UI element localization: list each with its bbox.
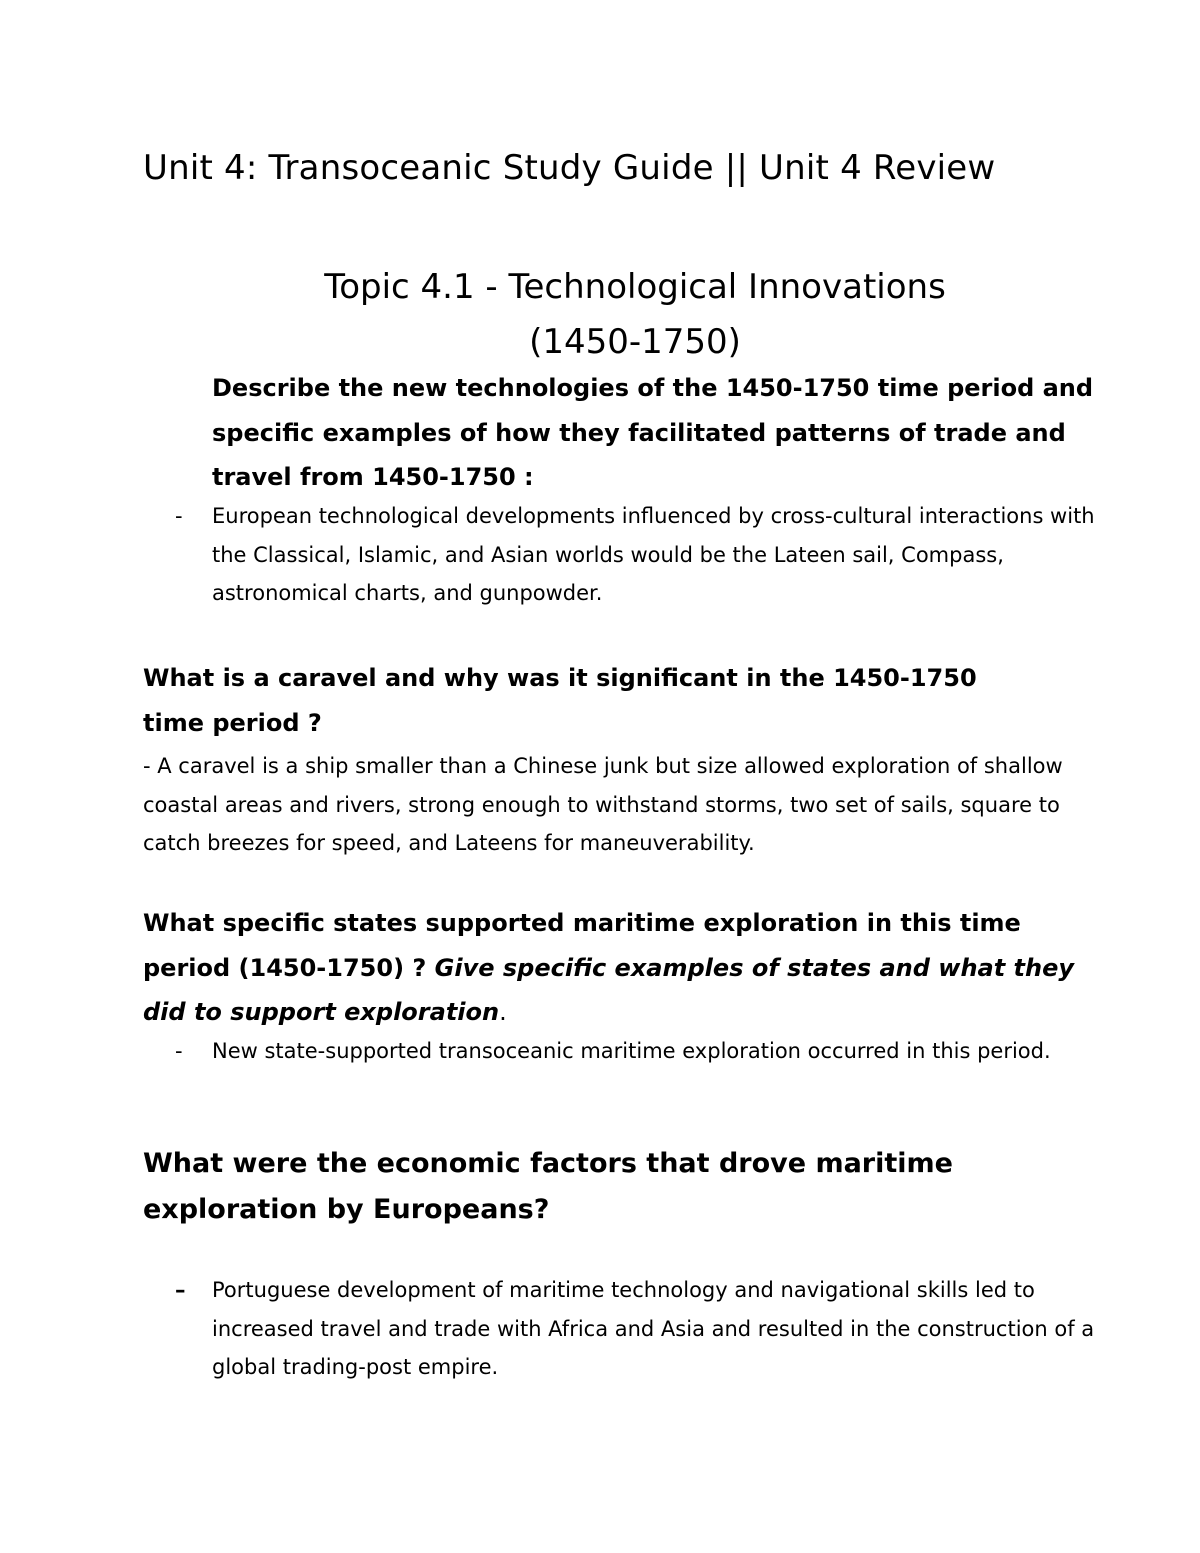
question-states-part-2: Give specific examples of states and what they did to support exploration — [143, 953, 1075, 1026]
question-states — [143, 901, 1083, 1035]
topic-heading-line-1: Topic 4.1 - Technological Innovations — [324, 267, 946, 307]
bullet-dash: - — [175, 504, 183, 528]
answer-caravel: - A caravel is a ship smaller than a Chinese junk but size allowed exploration of shallow coastal areas and rivers, strong enough to withstand storms, two set of sails, square to catch breezes for speed, and Lateens for maneuverability. — [143, 754, 1063, 855]
question-economic-factors: What were the economic factors that drove maritime exploration by Europeans? — [143, 1148, 953, 1225]
document-title: Unit 4: Transoceanic Study Guide || Unit 4 Review — [143, 148, 996, 188]
bullet-dash: - — [175, 1039, 183, 1063]
bullet-dash: – — [175, 1278, 186, 1302]
question-technologies: Describe the new technologies of the 1450-1750 time period and specific examples of how they facilitated patterns of trade and travel from 1450-1750 : — [212, 374, 1094, 491]
answer-technologies: European technological developments influenced by cross-cultural interactions with the Classical, Islamic, and Asian worlds would be the Lateen sail, Compass, astronomical charts, and gunpowder. — [212, 504, 1095, 605]
topic-heading-line-2: (1450-1750) — [529, 322, 741, 362]
question-states-part-1: What specific states supported maritime exploration in this time period (1450-1750) ? — [143, 909, 1021, 982]
question-states-part-3: . — [499, 998, 507, 1026]
answer-states: New state-supported transoceanic maritime exploration occurred in this period. — [212, 1039, 1051, 1063]
answer-economic-factors: Portuguese development of maritime technology and navigational skills led to increased travel and trade with Africa and Asia and resulted in the construction of a global trading-post empire. — [212, 1278, 1095, 1379]
topic-heading — [230, 260, 1040, 370]
question-caravel: What is a caravel and why was it significant in the 1450-1750 time period ? — [143, 664, 977, 737]
